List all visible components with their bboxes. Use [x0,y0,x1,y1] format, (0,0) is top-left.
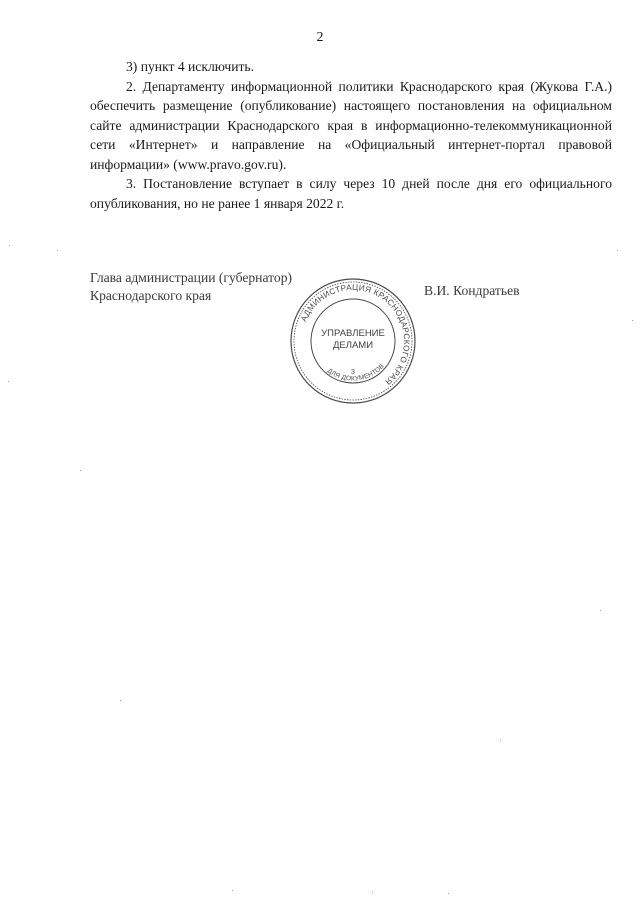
scan-speck [600,610,601,611]
scan-speck [9,245,10,246]
seal-bottom-text: ДЛЯ ДОКУМЕНТОВ [325,362,386,383]
official-seal [288,276,418,406]
seal-center-line2: ДЕЛАМИ [332,340,374,351]
scan-speck [500,740,501,741]
signature-title-line2: Краснодарского края [90,288,212,303]
paragraph-publication-order: 2. Департаменту информационной политики Краснодарского края (Жукова Г.А.) обеспечить размещение (опубликование) настоящего постановления на официальном сайте администрации Краснодарского края в информационно-телекоммуникационной сети «Интернет» и направление на «Официальный интернет-портал правовой информации» (www.pravo.gov.ru). [90,78,612,172]
document-body [90,57,612,213]
scan-speck [448,893,449,894]
signature-title [90,269,292,305]
scan-speck [8,381,9,382]
scan-speck [80,470,81,471]
scan-speck [632,320,633,321]
paragraph-item-3-exclusion: 3) пункт 4 исключить. [126,59,255,74]
paragraph-effective-date: 3. Постановление вступает в силу через 10 дней после дня его официального опубликования, но не ранее 1 января 2022 г. [90,176,612,211]
signer-name: В.И. Кондратьев [424,283,520,298]
signature-title-line1: Глава администрации (губернатор) [90,270,293,285]
scan-speck [57,250,58,251]
page-number: 2 [316,30,324,45]
scan-speck [232,890,233,891]
seal-ring-text: АДМИНИСТРАЦИЯ КРАСНОДАРСКОГО КРАЯ [299,282,412,387]
scan-speck [617,250,618,251]
scan-speck [120,700,121,701]
seal-number: 3 [351,369,355,376]
seal-center-line1: УПРАВЛЕНИЕ [321,328,385,339]
scan-speck [372,892,373,893]
